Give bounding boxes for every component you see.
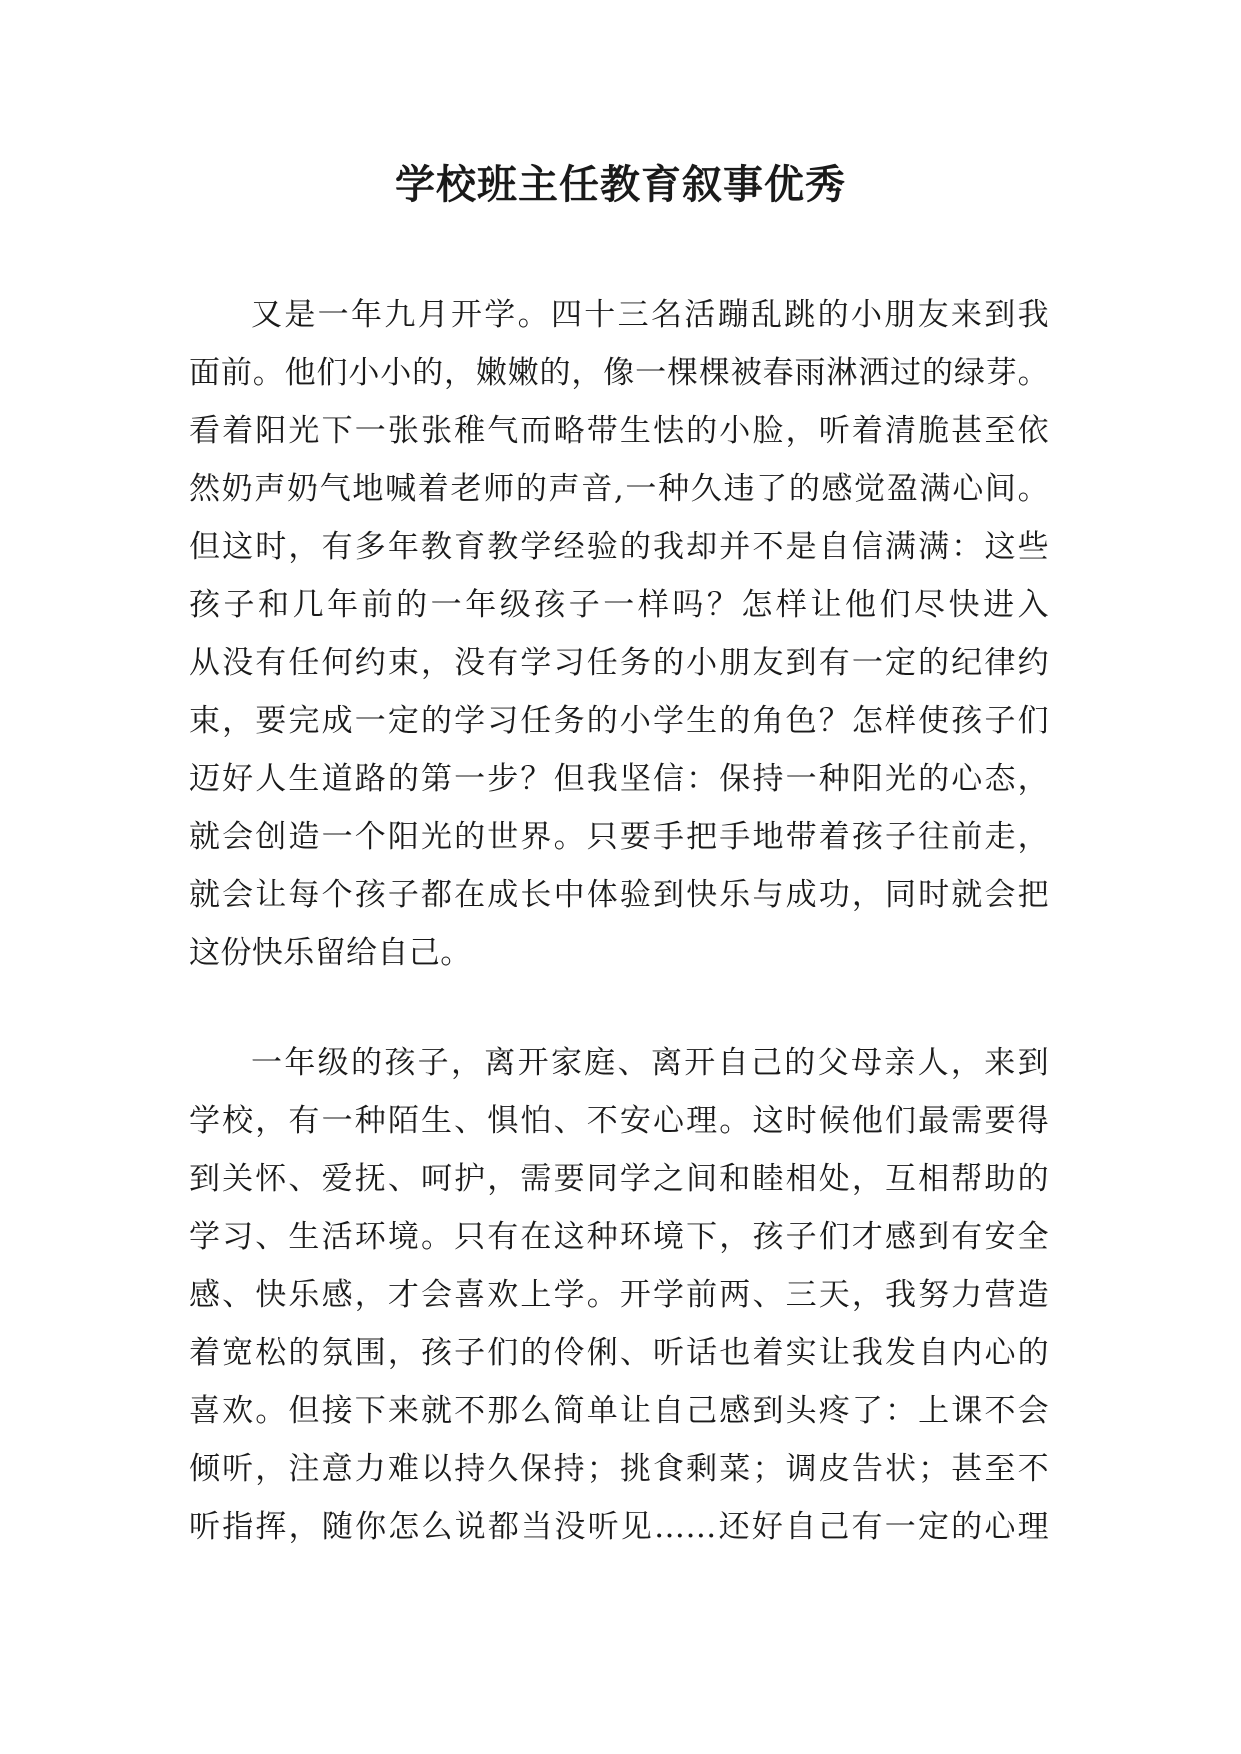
paragraph-1 [189,286,1049,982]
paragraph-line: 到关怀、爱抚、呵护，需要同学之间和睦相处，互相帮助的 [189,1161,1049,1197]
paragraph-line: 又是一年九月开学。四十三名活蹦乱跳的小朋友来到我 [251,297,1049,333]
paragraph-2 [189,1034,1049,1556]
paragraph-line: 这份快乐留给自己。 [189,935,472,971]
paragraph-line: 喜欢。但接下来就不那么简单让自己感到头疼了：上课不会 [189,1393,1049,1429]
paragraph-line: 倾听，注意力难以持久保持；挑食剩菜；调皮告状；甚至不 [189,1451,1049,1487]
paragraph-line: 看着阳光下一张张稚气而略带生怯的小脸，听着清脆甚至依 [189,413,1049,449]
paragraph-line: 迈好人生道路的第一步？但我坚信：保持一种阳光的心态， [189,761,1049,797]
paragraph-line: 从没有任何约束，没有学习任务的小朋友到有一定的纪律约 [189,645,1049,681]
paragraph-line: 感、快乐感，才会喜欢上学。开学前两、三天，我努力营造 [189,1277,1049,1313]
paragraph-line: 面前。他们小小的，嫩嫩的，像一棵棵被春雨淋洒过的绿芽。 [189,355,1049,391]
paragraph-line: 束，要完成一定的学习任务的小学生的角色？怎样使孩子们 [189,703,1049,739]
paragraph-line: 着宽松的氛围，孩子们的伶俐、听话也着实让我发自内心的 [189,1335,1049,1371]
paragraph-line: 但这时，有多年教育教学经验的我却并不是自信满满：这些 [189,529,1049,565]
paragraph-line: 就会创造一个阳光的世界。只要手把手地带着孩子往前走， [189,819,1049,855]
paragraph-line: 孩子和几年前的一年级孩子一样吗？怎样让他们尽快进入 [189,587,1049,623]
paragraph-line: 一年级的孩子，离开家庭、离开自己的父母亲人，来到 [251,1045,1049,1081]
paragraph-line: 学习、生活环境。只有在这种环境下，孩子们才感到有安全 [189,1219,1049,1255]
document-title: 学校班主任教育叙事优秀 [395,162,846,208]
paragraph-line: 然奶声奶气地喊着老师的声音,一种久违了的感觉盈满心间。 [189,471,1049,507]
paragraph-line: 听指挥，随你怎么说都当没听见……还好自己有一定的心理 [189,1509,1049,1545]
paragraph-line: 学校，有一种陌生、惧怕、不安心理。这时候他们最需要得 [189,1103,1049,1139]
paragraph-line: 就会让每个孩子都在成长中体验到快乐与成功，同时就会把 [189,877,1049,913]
